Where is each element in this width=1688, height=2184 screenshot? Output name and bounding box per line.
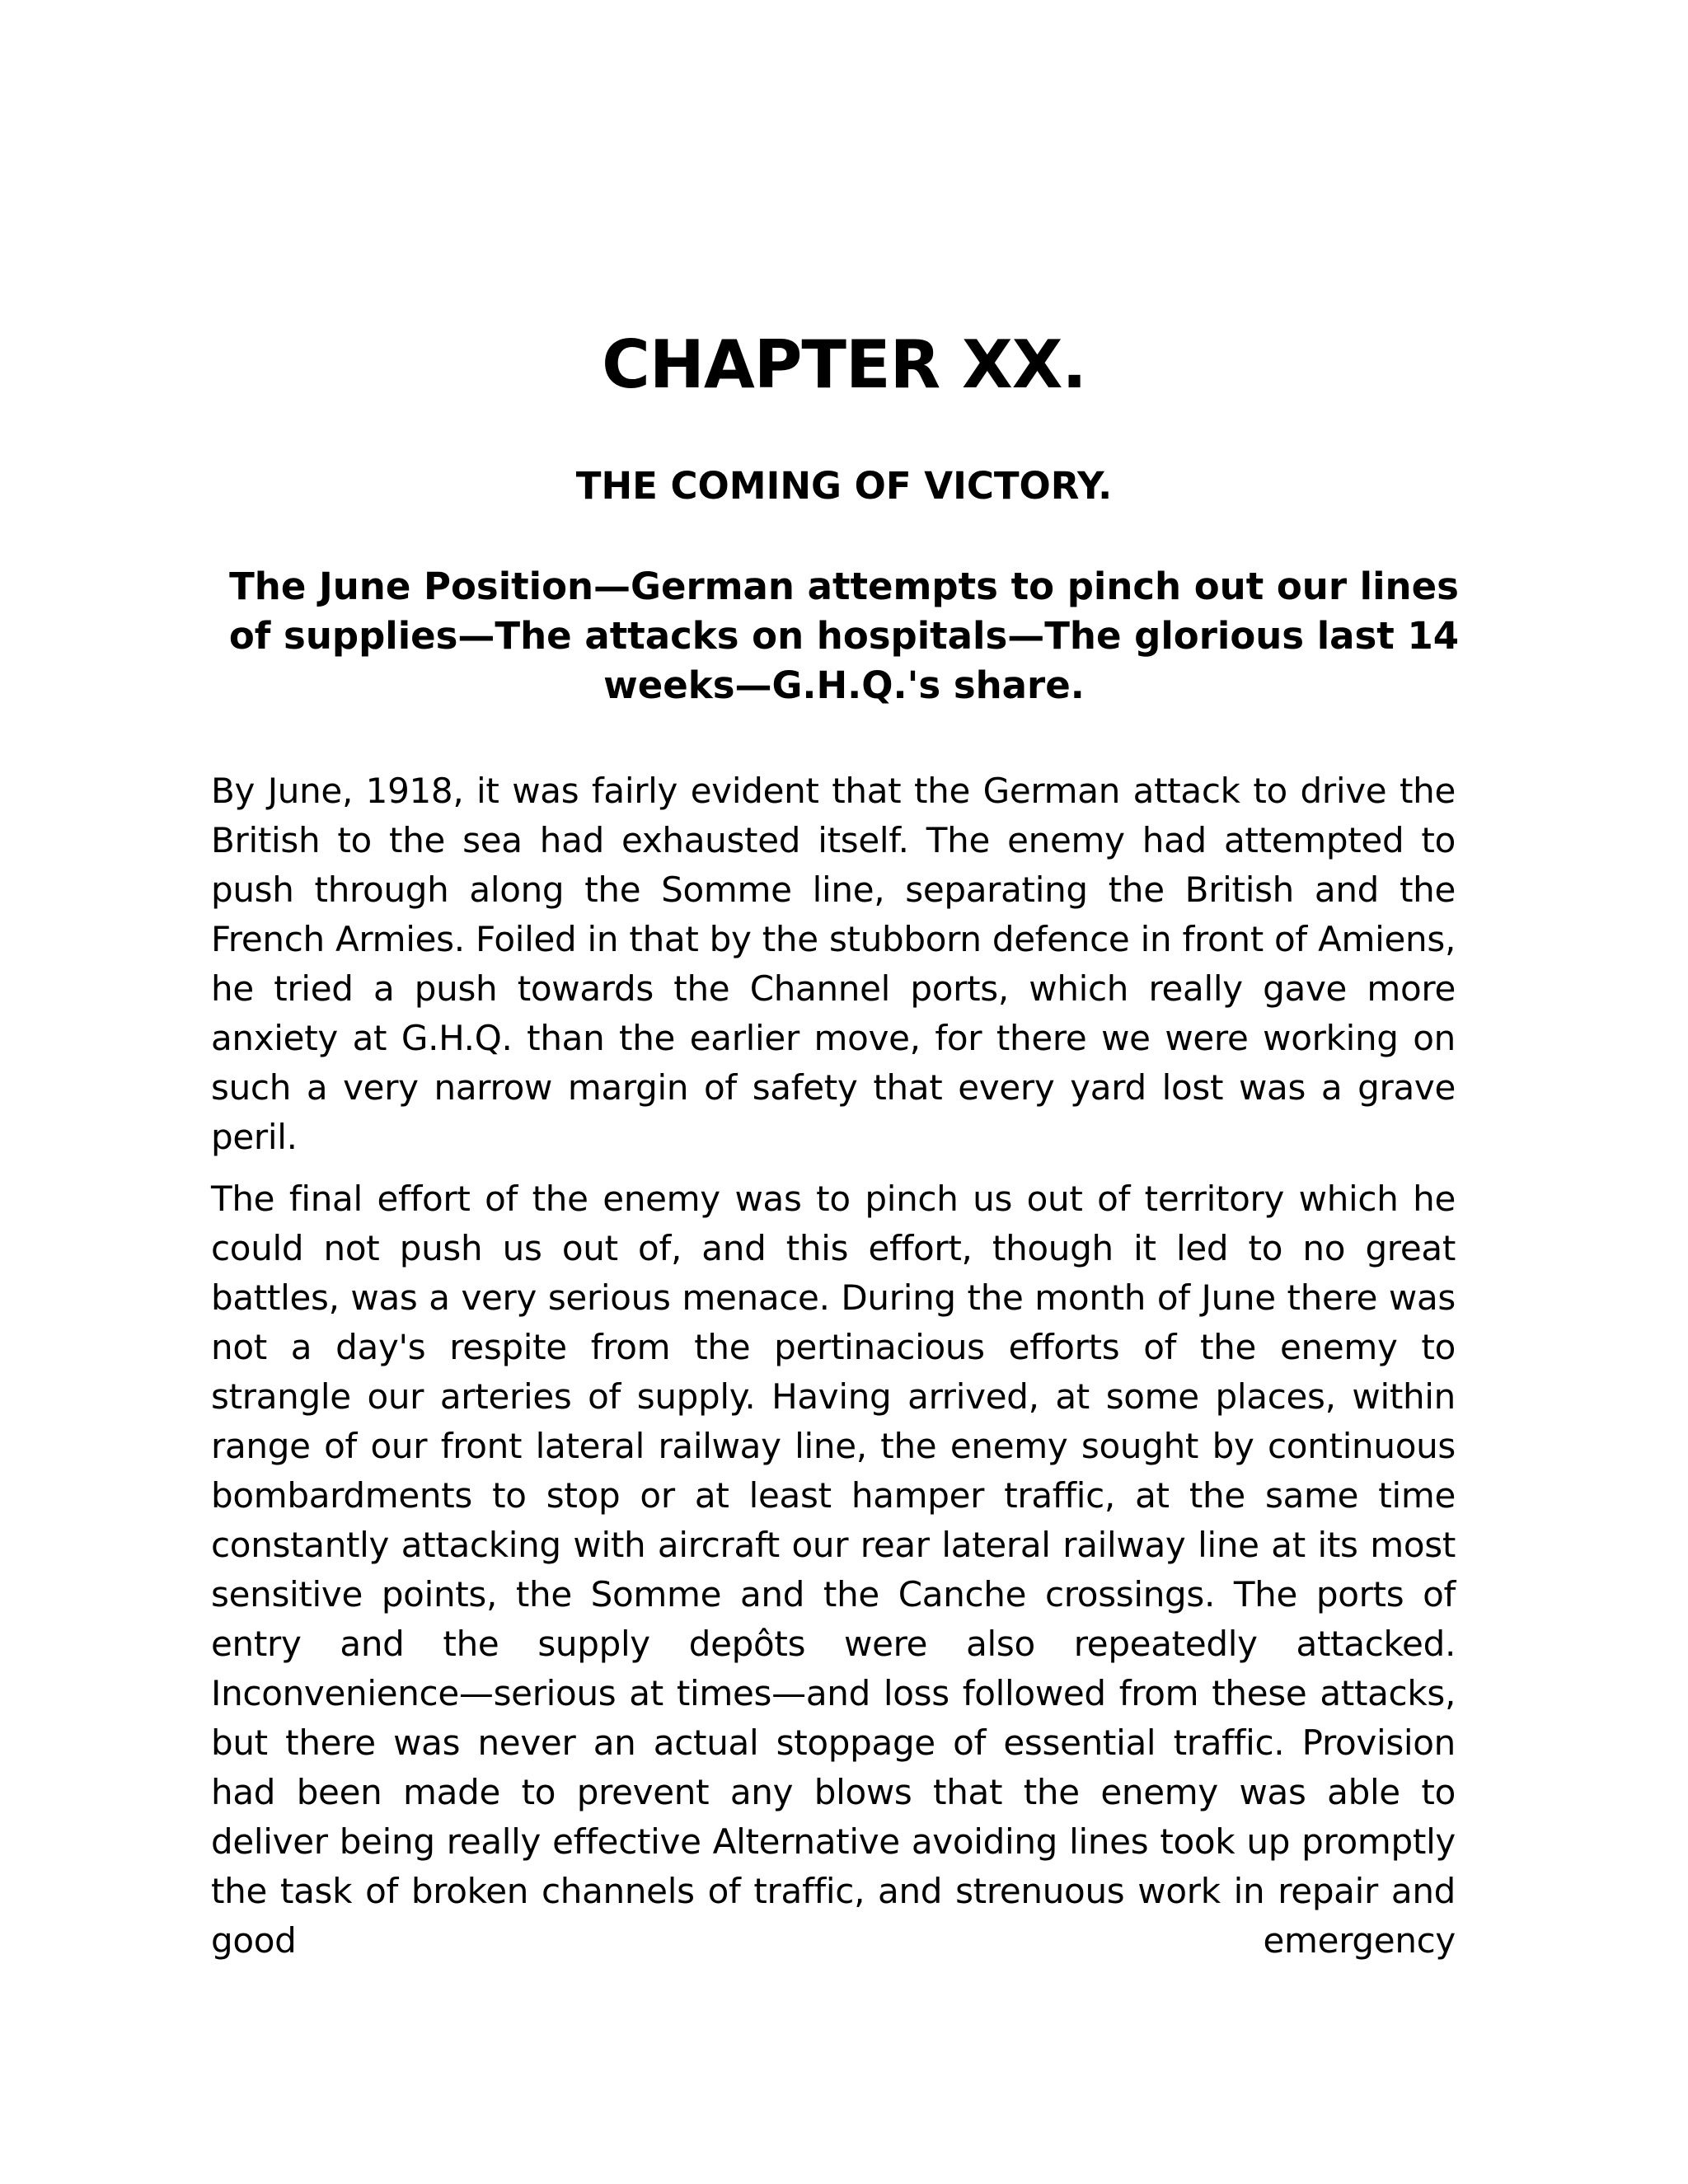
chapter-subtitle: THE COMING OF VICTORY. [575,464,1113,508]
chapter-synopsis: The June Position—German attempts to pinch out our lines of supplies—The attacks on hospitals—The glorious last 14 weeks—G.H.Q.'s share. [228,565,1460,707]
body-paragraph: The final effort of the enemy was to pinch us out of territory which he could not push us out of, and this effort, though it led to no great battles, was a very serious menace. During the month of June there was not a day's respite from the pertinacious efforts of the enemy to strangle our arteries of supply. Having arrived, at some places, within range of our front lateral railway line, the enemy sought by continuous bombardments to stop or at least hamper traffic, at the same time constantly attacking with aircraft our rear lateral railway line at its most sensitive points, the Somme and the Canche crossings. The ports of entry and the supply depôts were also repeatedly attacked. Inconvenience—serious at times—and loss followed from these attacks, but there was never an actual stoppage of essential traffic. Provision had been made to prevent any blows that the enemy was able to deliver being really effective Alternative avoiding lines took up promptly the task of broken channels of traffic, and strenuous work in repair and good emergency [211,1179,1456,1961]
body-paragraph: By June, 1918, it was fairly evident that the German attack to drive the British to the sea had exhausted itself. The enemy had attempted to push through along the Somme line, separating the British and the French Armies. Foiled in that by the stubborn defence in front of Amiens, he tried a push towards the Channel ports, which really gave more anxiety at G.H.Q. than the earlier move, for there we were working on such a very narrow margin of safety that every yard lost was a grave peril. [211,771,1456,1157]
chapter-title: CHAPTER XX. [602,326,1086,403]
